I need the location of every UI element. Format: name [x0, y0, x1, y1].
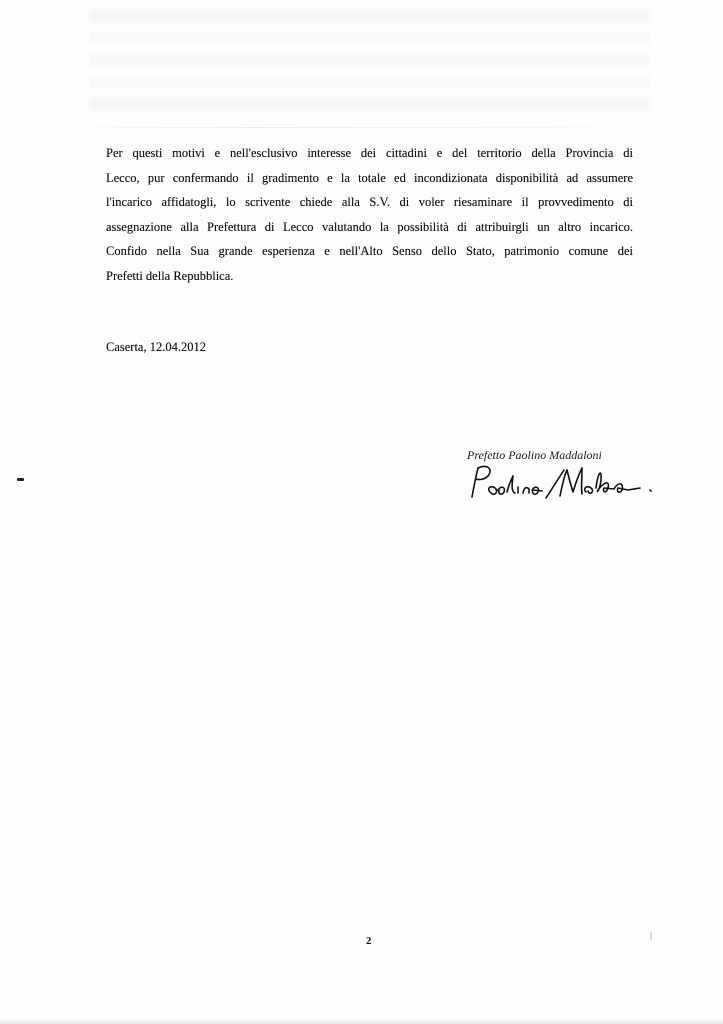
paragraph-line: l'incarico affidatogli, lo scrivente chiede alla S.V. di voler riesaminare il provvedimento di [106, 195, 633, 210]
page-number: 2 [366, 935, 372, 947]
paragraph-line: Prefetti della Repubblica. [106, 268, 234, 283]
scan-bottom-edge [0, 1018, 723, 1024]
margin-mark [17, 478, 24, 481]
place-date: Caserta, 12.04.2012 [106, 340, 206, 354]
scan-fold-line [40, 127, 690, 128]
paragraph-line: Per questi motivi e nell'esclusivo interesse dei cittadini e del territorio della Provincia di [106, 146, 633, 160]
paragraph-line: Confido nella Sua grande esperienza e nell'Alto Senso dello Stato, patrimonio comune dei [106, 244, 633, 259]
paragraph-line: assegnazione alla Prefettura di Lecco valutando la possibilità di attribuirgli un altro incarico. [106, 219, 633, 234]
scan-speck [650, 932, 652, 940]
handwritten-signature [468, 462, 658, 502]
signer-name: Prefetto Paolino Maddaloni [467, 448, 602, 462]
bleed-through-shadow [90, 0, 650, 110]
paragraph-line: Lecco, pur confermando il gradimento e la totale ed incondizionata disponibilità ad assumere [106, 170, 633, 185]
body-paragraph [106, 141, 633, 289]
